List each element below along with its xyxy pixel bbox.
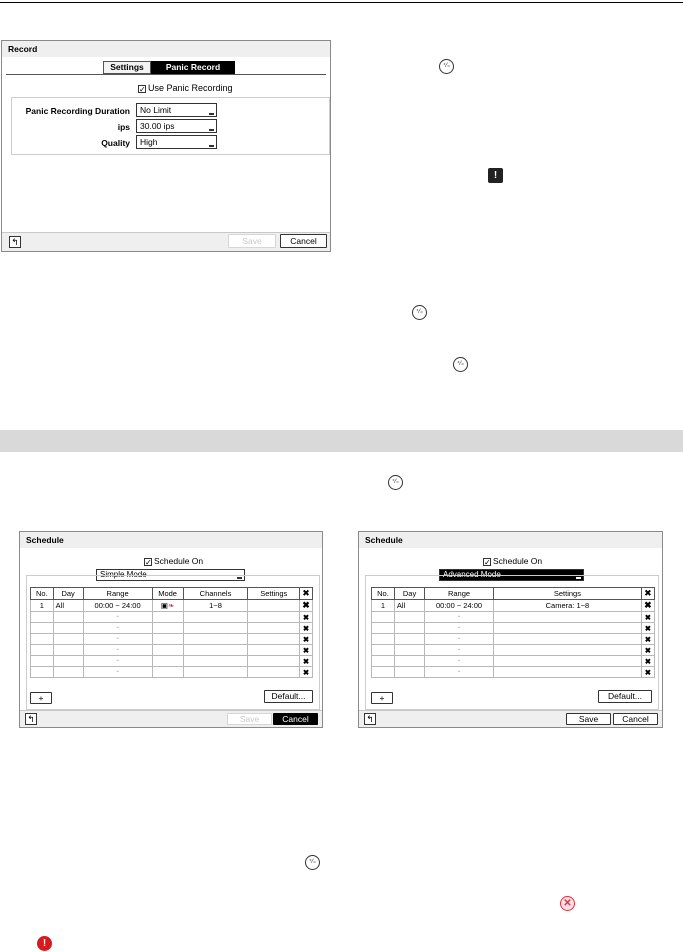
cell-range[interactable]: 00:00 ~ 24:00 [83, 600, 152, 612]
save-button[interactable]: Save [566, 713, 611, 725]
delete-row-icon: ✖ [641, 623, 654, 634]
check-icon: ✓ [139, 85, 146, 94]
enter-button-icon: ⁺⁄₌ [388, 475, 403, 490]
cell-settings[interactable] [248, 600, 300, 612]
record-mode-icon: ▣ [160, 601, 168, 610]
ips-value: 30.00 ips [140, 121, 175, 131]
delete-row-icon[interactable]: ✖ [641, 600, 654, 612]
col-mode: Mode [152, 588, 183, 600]
col-day: Day [53, 588, 83, 600]
check-icon: ✓ [484, 558, 491, 567]
duration-select[interactable] [136, 103, 217, 117]
quality-label: Quality [101, 138, 130, 148]
cancel-button[interactable]: Cancel [280, 234, 327, 248]
dialog-title: Schedule [359, 532, 662, 548]
use-panic-label: Use Panic Recording [148, 83, 233, 93]
cancel-button[interactable]: Cancel [273, 713, 318, 725]
back-arrow-icon[interactable]: ↰ [364, 713, 376, 725]
delete-row-icon: ✖ [641, 612, 654, 623]
col-day: Day [394, 588, 424, 600]
table-row: ⌃ ✖ [372, 634, 655, 645]
col-channels: Channels [183, 588, 248, 600]
default-button[interactable]: Default... [598, 690, 652, 703]
delete-row-icon: ✖ [641, 645, 654, 656]
schedule-on-checkbox[interactable] [144, 556, 203, 566]
delete-row-icon: ✖ [300, 612, 313, 623]
schedule-dialog-simple [19, 531, 323, 728]
table-row: ⌃ ✖ [31, 667, 313, 678]
red-x-circle-icon: ✕ [560, 896, 575, 911]
delete-all-icon[interactable]: ✖ [300, 588, 313, 600]
table-row: ⌃ ✖ [372, 623, 655, 634]
delete-row-icon: ✖ [300, 656, 313, 667]
delete-row-icon: ✖ [300, 623, 313, 634]
cell-mode[interactable] [152, 600, 183, 612]
add-row-button[interactable]: + [30, 692, 52, 704]
red-alert-icon: ! [37, 936, 52, 951]
delete-row-icon: ✖ [641, 634, 654, 645]
ips-select[interactable] [136, 119, 217, 133]
back-arrow-icon[interactable]: ↰ [25, 713, 37, 725]
section-header-bar [0, 430, 683, 452]
mode-value: Advanced Mode [443, 570, 501, 579]
col-range: Range [83, 588, 152, 600]
table-row[interactable] [31, 600, 313, 612]
schedule-on-label: Schedule On [154, 556, 204, 566]
delete-row-icon[interactable]: ✖ [300, 600, 313, 612]
delete-row-icon: ✖ [300, 634, 313, 645]
save-button[interactable]: Save [227, 713, 272, 725]
cancel-button[interactable]: Cancel [613, 713, 658, 725]
dialog-title: Record [2, 41, 330, 57]
table-row: ⌃ ✖ [31, 656, 313, 667]
tab-panic-record[interactable]: Panic Record [151, 61, 235, 74]
col-settings: Settings [493, 588, 641, 600]
record-dialog [1, 40, 331, 252]
delete-row-icon: ✖ [300, 645, 313, 656]
quality-value: High [140, 137, 158, 147]
cell-day[interactable]: All [53, 600, 83, 612]
dialog-title: Schedule [20, 532, 322, 548]
cell-settings[interactable]: Camera: 1~8 [493, 600, 641, 612]
table-row: ⌃ ✖ [31, 623, 313, 634]
schedule-table [30, 587, 313, 678]
cell-no: 1 [31, 600, 54, 612]
cell-no: 1 [372, 600, 395, 612]
tab-divider [6, 74, 326, 75]
add-row-button[interactable]: + [371, 692, 393, 704]
enter-button-icon: ⁺⁄₌ [439, 59, 454, 74]
page-header-rule [0, 2, 683, 3]
table-row: ⌃ ✖ [372, 645, 655, 656]
ips-label: ips [117, 122, 130, 132]
enter-button-icon: ⁺⁄₌ [453, 357, 468, 372]
table-row: ⌃ ✖ [372, 612, 655, 623]
enter-button-icon: ⁺⁄₌ [305, 855, 320, 870]
delete-all-icon[interactable]: ✖ [641, 588, 654, 600]
tab-settings[interactable]: Settings [103, 61, 151, 74]
delete-row-icon: ✖ [641, 656, 654, 667]
enter-button-icon: ⁺⁄₌ [412, 305, 427, 320]
table-row: ⌃ ✖ [31, 612, 313, 623]
duration-label: Panic Recording Duration [25, 106, 130, 116]
delete-row-icon: ✖ [641, 667, 654, 678]
quality-select[interactable] [136, 135, 217, 149]
col-settings: Settings [248, 588, 300, 600]
col-range: Range [425, 588, 494, 600]
cell-range[interactable]: 00:00 ~ 24:00 [425, 600, 494, 612]
back-arrow-icon[interactable]: ↰ [9, 236, 21, 248]
schedule-on-label: Schedule On [493, 556, 543, 566]
table-row: ⌃ ✖ [31, 645, 313, 656]
schedule-on-checkbox[interactable] [483, 556, 542, 566]
col-no: No. [31, 588, 54, 600]
use-panic-checkbox[interactable] [138, 83, 233, 93]
cell-channels[interactable]: 1~8 [183, 600, 248, 612]
default-button[interactable]: Default... [264, 690, 313, 703]
schedule-table [371, 587, 655, 678]
exclamation-icon: ! [488, 168, 503, 183]
col-no: No. [372, 588, 395, 600]
alarm-mode-icon: ❧ [167, 601, 175, 610]
duration-value: No Limit [140, 105, 172, 115]
table-row[interactable] [372, 600, 655, 612]
delete-row-icon: ✖ [300, 667, 313, 678]
table-row: ⌃ ✖ [372, 667, 655, 678]
mode-value: Simple Mode [100, 570, 147, 579]
cell-day[interactable]: All [394, 600, 424, 612]
save-button[interactable]: Save [228, 234, 276, 248]
check-icon: ✓ [145, 558, 152, 567]
table-row: ⌃ ✖ [372, 656, 655, 667]
schedule-dialog-advanced [358, 531, 663, 728]
table-row: ⌃ ✖ [31, 634, 313, 645]
